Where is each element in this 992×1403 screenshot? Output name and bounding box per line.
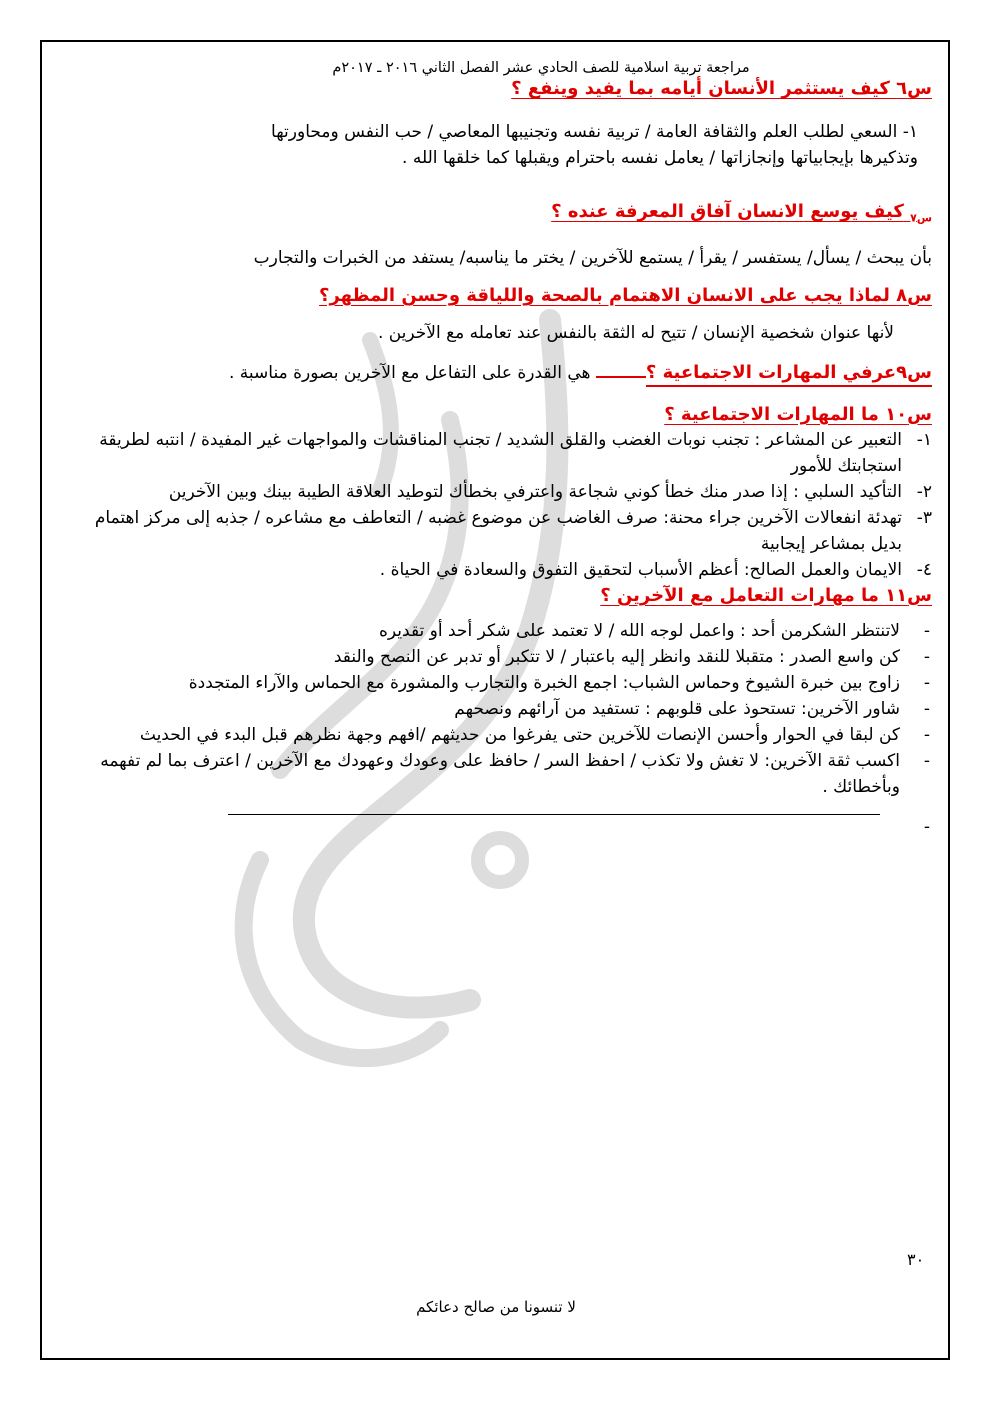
page-content: [60, 60, 932, 840]
question-7-prefix: س٧: [910, 211, 932, 225]
page-footer: لا تنسونا من صالح دعائكم: [416, 1298, 576, 1316]
question-8: [60, 285, 932, 346]
question-9-answer: هي القدرة على التفاعل مع الآخرين بصورة مناسبة .: [228, 362, 591, 383]
list-item-text: شاور الآخرين: تستحوذ على قلوبهم : تستفيد من آرائهم ونصحهم: [454, 698, 900, 719]
question-6-answer-line-2: وتذكيرها بإيجابياتها وإنجازاتها / يعامل نفسه باحترام ويقبلها كما خلقها الله .: [402, 148, 918, 168]
list-item: [60, 618, 932, 644]
list-item: [60, 505, 932, 557]
question-7: [60, 201, 932, 271]
dash-marker: -: [923, 620, 930, 641]
list-item-number: ٣-: [916, 507, 932, 528]
list-item-empty: [60, 814, 932, 840]
list-item: [60, 557, 932, 583]
list-item-text: كن واسع الصدر : متقبلا للنقد وانظر إليه باعتبار / لا تتكبر أو تدبر عن النصح والنقد: [333, 646, 900, 667]
question-11-title: س١١ ما مهارات التعامل مع الآخرين ؟: [600, 584, 932, 606]
question-9-title: س٩عرفي المهارات الاجتماعية ؟: [646, 362, 932, 387]
list-item: [60, 479, 932, 505]
question-10-title: س١٠ ما المهارات الاجتماعية ؟: [664, 403, 932, 425]
list-item-text: التأكيد السلبي : إذا صدر منك خطأ كوني شجاعة واعترفي بخطأك لتوطيد العلاقة الطيبة بينك وبين الآخرين: [168, 481, 902, 502]
question-7-text: كيف يوسع الانسان آفاق المعرفة عنده ؟: [551, 201, 904, 222]
dash-marker: -: [923, 750, 930, 771]
dash-marker: -: [923, 646, 930, 667]
question-10: [60, 404, 932, 583]
list-item-text: التعبير عن المشاعر : تجنب نوبات الغضب والقلق الشديد / تجنب المناقشات والمواجهات غير المفيدة / انتبه لطريقة استجابتك للأمور: [99, 429, 902, 476]
dash-marker: -: [923, 698, 930, 719]
dash-marker: -: [923, 724, 930, 745]
list-item-text: زاوج بين خبرة الشيوخ وحماس الشباب: اجمع الخبرة والتجارب والمشورة مع الحماس والآراء المتجددة: [188, 672, 900, 693]
list-item-number: ٤-: [916, 559, 932, 580]
list-item-text: تهدئة انفعالات الآخرين جراء محنة: صرف الغاضب عن موضوع غضبه / التعاطف مع مشاعره / جذبه إلى مركز اهتمام بديل بمشاعر إيجابية: [94, 507, 902, 554]
question-7-answer: بأن يبحث / يسأل/ يستفسر / يقرأ / يستمع للآخرين / يختر ما يناسبه/ يستفد من الخبرات والتجارب: [253, 247, 932, 268]
list-item: [60, 644, 932, 670]
question-6-answer-line-1: ١- السعي لطلب العلم والثقافة العامة / تربية نفسه وتجنيبها المعاصي / حب النفس ومحاورتها: [271, 122, 918, 142]
dash-marker: -: [923, 672, 930, 693]
list-item-number: ١-: [916, 429, 932, 450]
list-item-text: الايمان والعمل الصالح: أعظم الأسباب لتحقيق التفوق والسعادة في الحياة .: [379, 559, 902, 580]
list-item: [60, 748, 932, 800]
list-item-text: لاتنتظر الشكرمن أحد : واعمل لوجه الله / لا تعتمد على شكر أحد أو تقديره: [379, 620, 900, 641]
list-item: [60, 722, 932, 748]
question-7-title: [60, 201, 932, 225]
page-header: مراجعة تربية اسلامية للصف الحادي عشر الفصل الثاني ٢٠١٦ ـ ٢٠١٧م: [332, 60, 750, 76]
list-item: [60, 696, 932, 722]
question-6: [60, 78, 932, 171]
list-item-text: كن لبقا في الحوار وأحسن الإنصات للآخرين حتى يفرغوا من حديثهم /افهم وجهة نظرهم قبل البدء في الحديث: [139, 724, 900, 745]
question-10-list: [60, 427, 932, 583]
list-item-number: ٢-: [916, 481, 932, 502]
list-item: [60, 670, 932, 696]
question-8-answer: لأنها عنوان شخصية الإنسان / تتيح له الثقة بالنفس عند تعامله مع الآخرين .: [377, 322, 894, 343]
question-11: [60, 585, 932, 840]
dash-marker: -: [923, 816, 930, 837]
list-item: [60, 427, 932, 479]
question-9: [60, 360, 932, 386]
question-11-list: [60, 618, 932, 840]
question-9-underline: [596, 376, 646, 378]
question-8-title: س٨ لماذا يجب على الانسان الاهتمام بالصحة واللياقة وحسن المظهر؟: [319, 284, 932, 306]
separator-line: [228, 814, 880, 815]
page-number: ٣٠: [907, 1250, 925, 1269]
question-6-title: س٦ كيف يستثمر الأنسان أيامه بما يفيد وينفع ؟: [511, 78, 932, 99]
list-item-text: اكسب ثقة الآخرين: لا تغش ولا تكذب / احفظ السر / حافظ على وعودك وعهودك مع الآخرين / اعترف بما لم تفهمه وبأخطائك .: [100, 750, 900, 797]
